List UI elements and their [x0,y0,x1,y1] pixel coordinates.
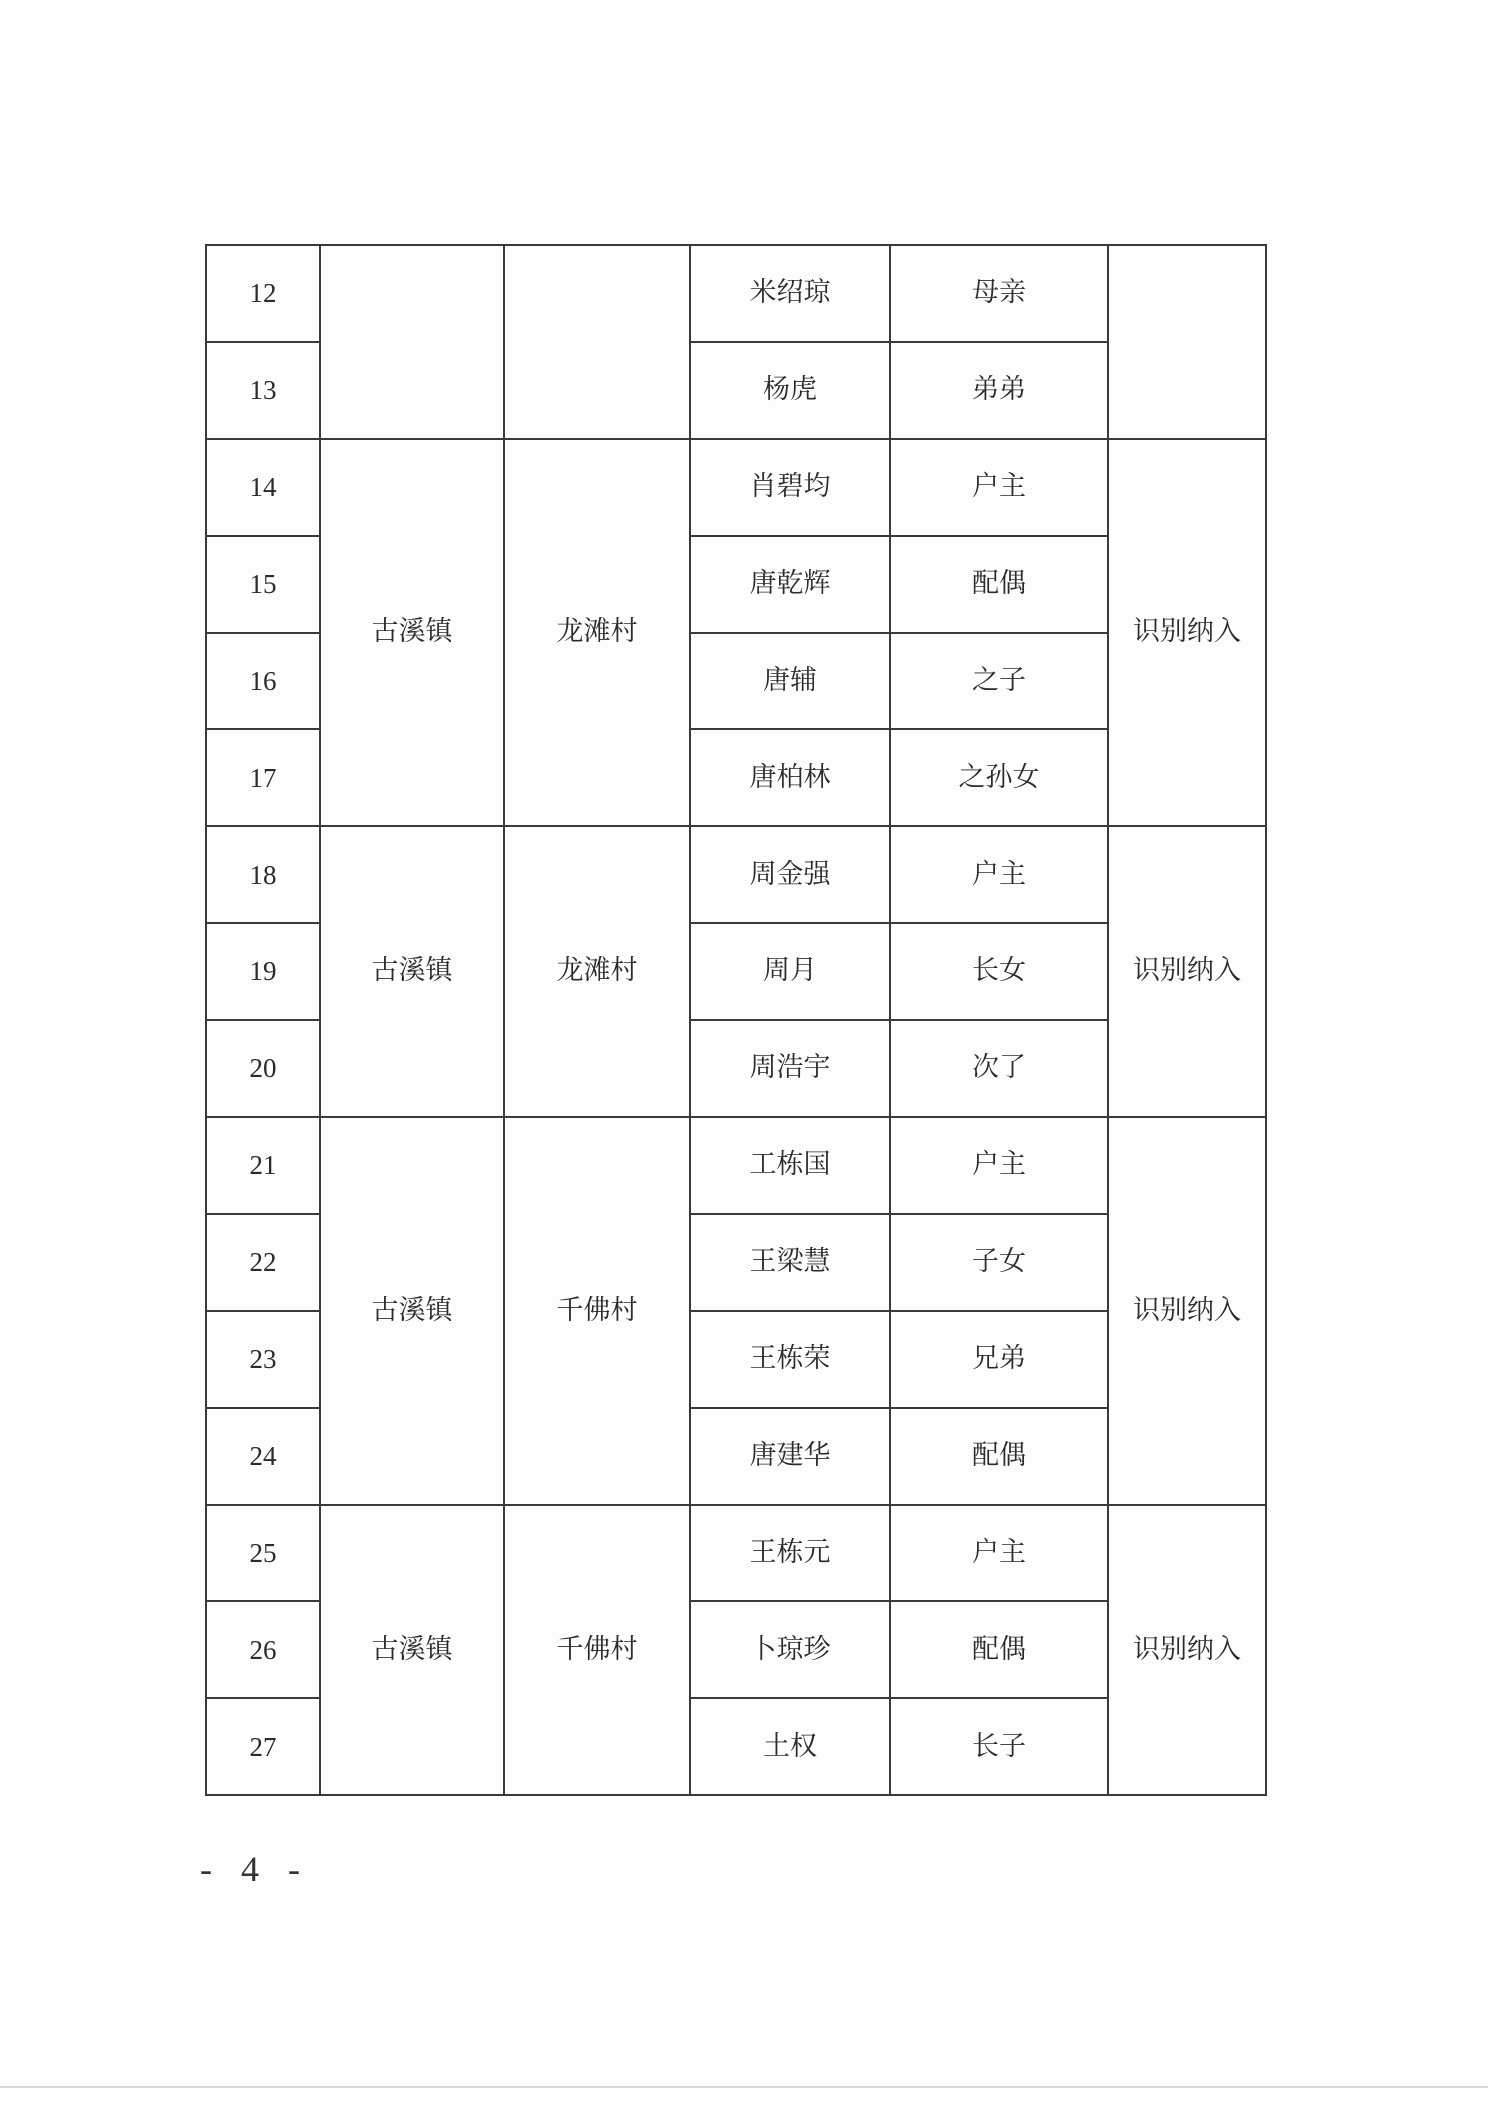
name-cell: 唐辅 [690,633,890,730]
relation-cell: 户主 [890,1505,1108,1602]
row-number: 16 [206,633,320,730]
row-number: 27 [206,1698,320,1795]
village-cell: 龙滩村 [504,826,690,1117]
relation-cell: 次了 [890,1020,1108,1117]
row-number: 18 [206,826,320,923]
row-number: 25 [206,1505,320,1602]
row-number: 15 [206,536,320,633]
relation-cell: 子女 [890,1214,1108,1311]
town-cell: 古溪镇 [320,1117,504,1505]
relation-cell: 弟弟 [890,342,1108,439]
row-number: 24 [206,1408,320,1505]
relation-cell: 长女 [890,923,1108,1020]
row-number: 26 [206,1601,320,1698]
relation-cell: 户主 [890,1117,1108,1214]
relation-cell: 母亲 [890,245,1108,342]
table-row [206,1505,1266,1602]
village-cell: 千佛村 [504,1117,690,1505]
relation-cell: 户主 [890,826,1108,923]
name-cell: 王栋荣 [690,1311,890,1408]
table-row [206,826,1266,923]
status-cell [1108,245,1266,439]
status-cell: 识别纳入 [1108,1117,1266,1505]
name-cell: 米绍琼 [690,245,890,342]
name-cell: 周浩宇 [690,1020,890,1117]
name-cell: 唐建华 [690,1408,890,1505]
village-cell: 龙滩村 [504,439,690,827]
row-number: 23 [206,1311,320,1408]
row-number: 14 [206,439,320,536]
row-number: 22 [206,1214,320,1311]
name-cell: 唐乾辉 [690,536,890,633]
town-cell [320,245,504,439]
relation-cell: 配偶 [890,536,1108,633]
relation-cell: 之子 [890,633,1108,730]
village-cell: 千佛村 [504,1505,690,1796]
town-cell: 古溪镇 [320,1505,504,1796]
relation-cell: 兄弟 [890,1311,1108,1408]
page-number: - 4 - [200,1849,310,1889]
row-number: 19 [206,923,320,1020]
status-cell: 识别纳入 [1108,826,1266,1117]
table-row [206,1117,1266,1214]
row-number: 20 [206,1020,320,1117]
name-cell: 唐柏林 [690,729,890,826]
table-row [206,439,1266,536]
village-cell [504,245,690,439]
name-cell: 卜琼珍 [690,1601,890,1698]
row-number: 21 [206,1117,320,1214]
household-roster-table [205,244,1267,1796]
name-cell: 王梁慧 [690,1214,890,1311]
status-cell: 识别纳入 [1108,439,1266,827]
name-cell: 工栋国 [690,1117,890,1214]
relation-cell: 户主 [890,439,1108,536]
relation-cell: 长子 [890,1698,1108,1795]
relation-cell: 配偶 [890,1601,1108,1698]
table-row [206,245,1266,342]
row-number: 17 [206,729,320,826]
name-cell: 肖碧均 [690,439,890,536]
relation-cell: 之孙女 [890,729,1108,826]
town-cell: 古溪镇 [320,439,504,827]
name-cell: 土权 [690,1698,890,1795]
scan-edge-divider [0,2086,1488,2088]
relation-cell: 配偶 [890,1408,1108,1505]
status-cell: 识别纳入 [1108,1505,1266,1796]
town-cell: 古溪镇 [320,826,504,1117]
name-cell: 杨虎 [690,342,890,439]
name-cell: 周月 [690,923,890,1020]
name-cell: 周金强 [690,826,890,923]
row-number: 12 [206,245,320,342]
name-cell: 王栋元 [690,1505,890,1602]
row-number: 13 [206,342,320,439]
